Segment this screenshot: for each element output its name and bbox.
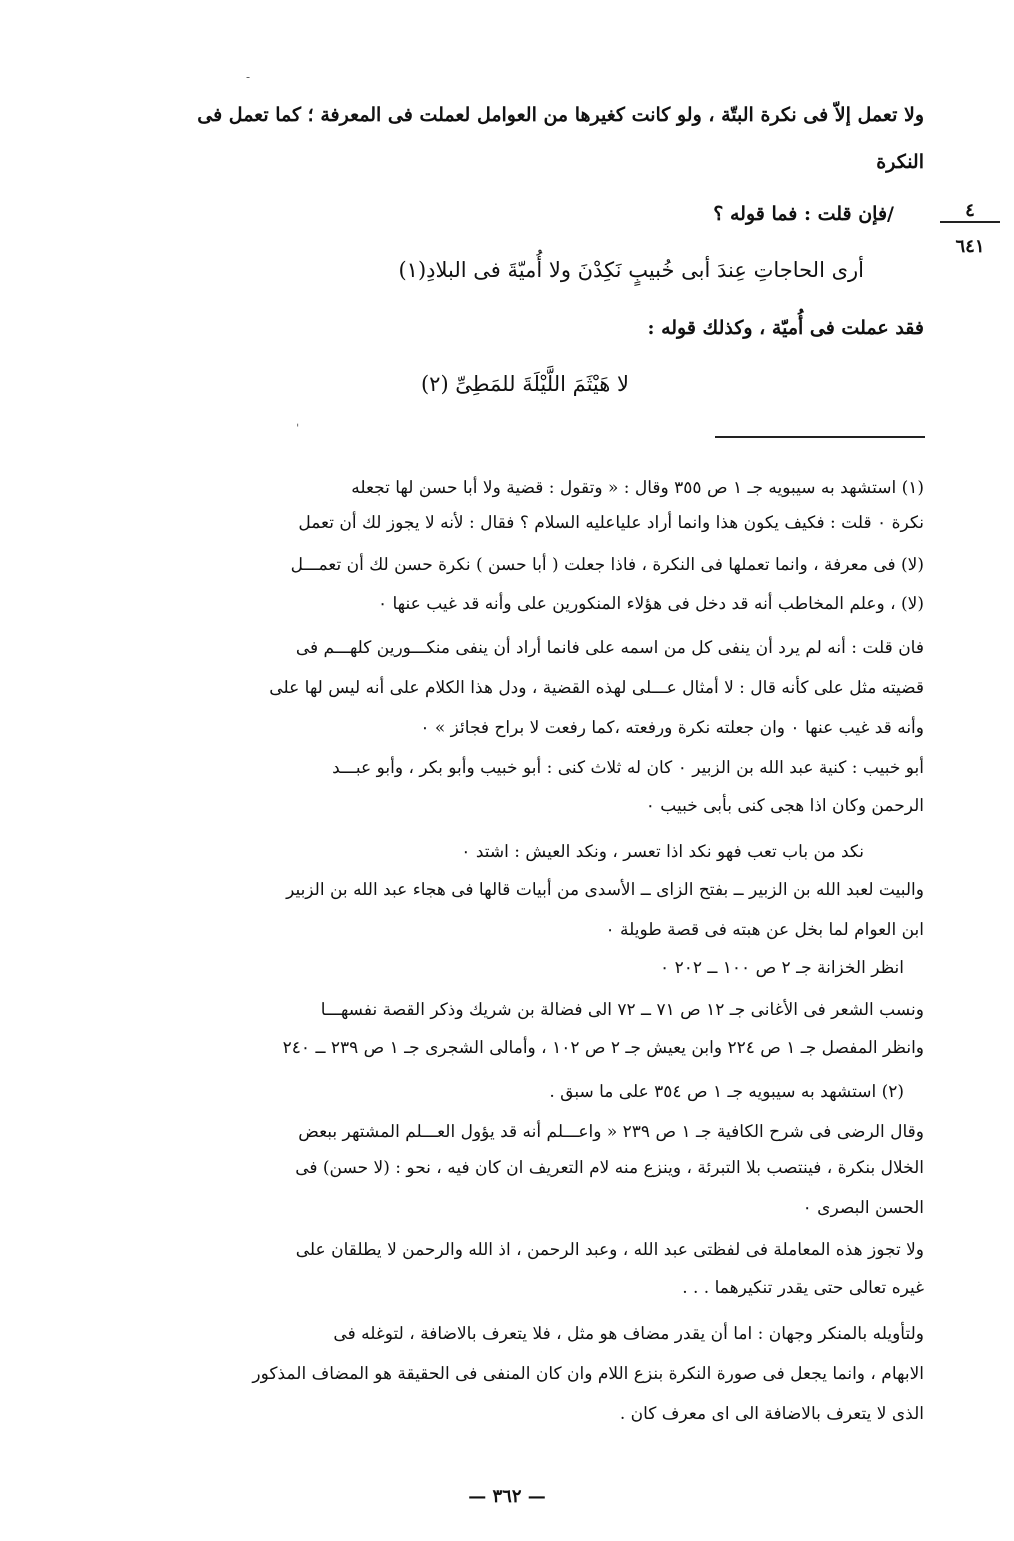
footnote-divider	[715, 436, 925, 438]
footnote-line: فان قلت : أنه لم يرد أن ينفى كل من اسمه على فانما أراد أن ينفى منكـــورين كلهـــم فى	[295, 638, 924, 658]
footnote-line: وقال الرضى فى شرح الكافية جـ ١ ص ٢٣٩ « واعـــلم أنه قد يؤول العـــلم المشتهر ببعض	[298, 1122, 924, 1142]
footnote-line: وأنه قد غيب عنها ٠ وان جعلته نكرة ورفعته ،كما رفعت لا براح فجائز » ٠	[420, 718, 924, 738]
footnote-line: ونسب الشعر فى الأغانى جـ ١٢ ص ٧١ ــ ٧٢ الى فضالة بن شريك وذكر القصة نفسهـــا	[320, 1000, 924, 1020]
footnote-line: (لا) فى معرفة ، وانما تعملها فى النكرة ، فاذا جعلت ( أبا حسن ) نكرة حسن لك أن تعمـــل	[290, 555, 924, 575]
question-line: /فإن قلت : فما قوله ؟	[713, 203, 894, 225]
footnote-line: غيره تعالى حتى يقدر تنكيرهما . . .	[682, 1278, 924, 1298]
margin-number-top: ٤	[940, 200, 1000, 223]
scan-speck: -	[246, 70, 251, 84]
footnote-line: ابن العوام لما بخل عن هبته فى قصة طويلة ٠	[605, 920, 924, 940]
intro-line-2: النكرة	[876, 151, 924, 173]
footnote-line: ولا تجوز هذه المعاملة فى لفظتى عبد الله ، وعبد الرحمن ، اذ الله والرحمن لا يطلقان على	[295, 1240, 924, 1260]
verse-2: لا هَيْثَمَ اللَّيْلَةَ للمَطِىِّ (٢)	[420, 372, 629, 396]
footnote-line: (٢) استشهد به سيبويه جـ ١ ص ٣٥٤ على ما سبق .	[549, 1082, 904, 1102]
footnote-line: (١) استشهد به سيبويه جـ ١ ص ٣٥٥ وقال : « وتقول : قضية ولا أبا حسن لها تجعله	[351, 478, 924, 498]
scan-speck: ˈ	[296, 422, 300, 436]
footnote-line: ولتأويله بالمنكر وجهان : اما أن يقدر مضاف هو مثل ، فلا يتعرف بالاضافة ، لتوغله فى	[333, 1324, 924, 1344]
footnote-line: أبو خبيب : كنية عبد الله بن الزبير ٠ كان له ثلاث كنى : أبو خبيب وأبو بكر ، وأبو عبـــد	[332, 758, 924, 778]
footnote-line: الحسن البصرى ٠	[802, 1198, 924, 1218]
footnote-line: نكرة ٠ قلت : فكيف يكون هذا وانما أراد علياعليه السلام ؟ فقال : لأنه لا يجوز لك أن تعمل	[298, 513, 924, 533]
footnote-line: الخلال بنكرة ، فينتصب بلا التبرئة ، وينزع منه لام التعريف ان كان فيه ، نحو : (لا حسن) فى	[295, 1158, 924, 1178]
footnote-line: الرحمن وكان اذا هجى كنى بأبى خبيب ٠	[645, 796, 924, 816]
verse-1: أرى الحاجاتِ عِندَ أبى خُبيبٍ نَكِدْنَ ولا أُميّةَ فى البلادِ(١)	[398, 258, 864, 282]
after-verse-line: فقد عملت فى أُميّة ، وكذلك قوله :	[647, 317, 924, 339]
footnote-line: الابهام ، وانما يجعل فى صورة النكرة بنزع اللام وان كان المنفى فى الحقيقة هو المضاف المذكور	[252, 1364, 924, 1384]
footnote-line: وانظر المفصل جـ ١ ص ٢٢٤ وابن يعيش جـ ٢ ص ١٠٢ ، وأمالى الشجرى جـ ١ ص ٢٣٩ ــ ٢٤٠	[282, 1038, 924, 1058]
footnote-line: انظر الخزانة جـ ٢ ص ١٠٠ ــ ٢٠٢ ٠	[660, 958, 904, 978]
footnote-line: والبيت لعبد الله بن الزبير ــ بفتح الزاى ــ الأسدى من أبيات قالها فى هجاء عبد الله بن الزبير	[286, 880, 924, 900]
footnote-line: الذى لا يتعرف بالاضافة الى اى معرف كان .	[619, 1404, 924, 1424]
footnote-line: قضيته مثل على كأنه قال : لا أمثال عـــلى لهذه القضية ، ودل هذا الكلام على أنه ليس لها على	[269, 678, 924, 698]
intro-line-1: ولا تعمل إلاّ فى نكرة البتّة ، ولو كانت كغيرها من العوامل لعملت فى المعرفة ؛ كما تعمل فى	[197, 104, 924, 126]
page-number: — ٣٦٢ —	[468, 1486, 546, 1507]
footnote-line: (لا) ، وعلم المخاطب أنه قد دخل فى هؤلاء المنكورين على وأنه قد غيب عنها ٠	[377, 594, 924, 614]
margin-number-bottom: ٦٤١	[955, 236, 985, 257]
footnote-line: نكد من باب تعب فهو نكد اذا تعسر ، ونكد العيش : اشتد ٠	[461, 842, 864, 862]
